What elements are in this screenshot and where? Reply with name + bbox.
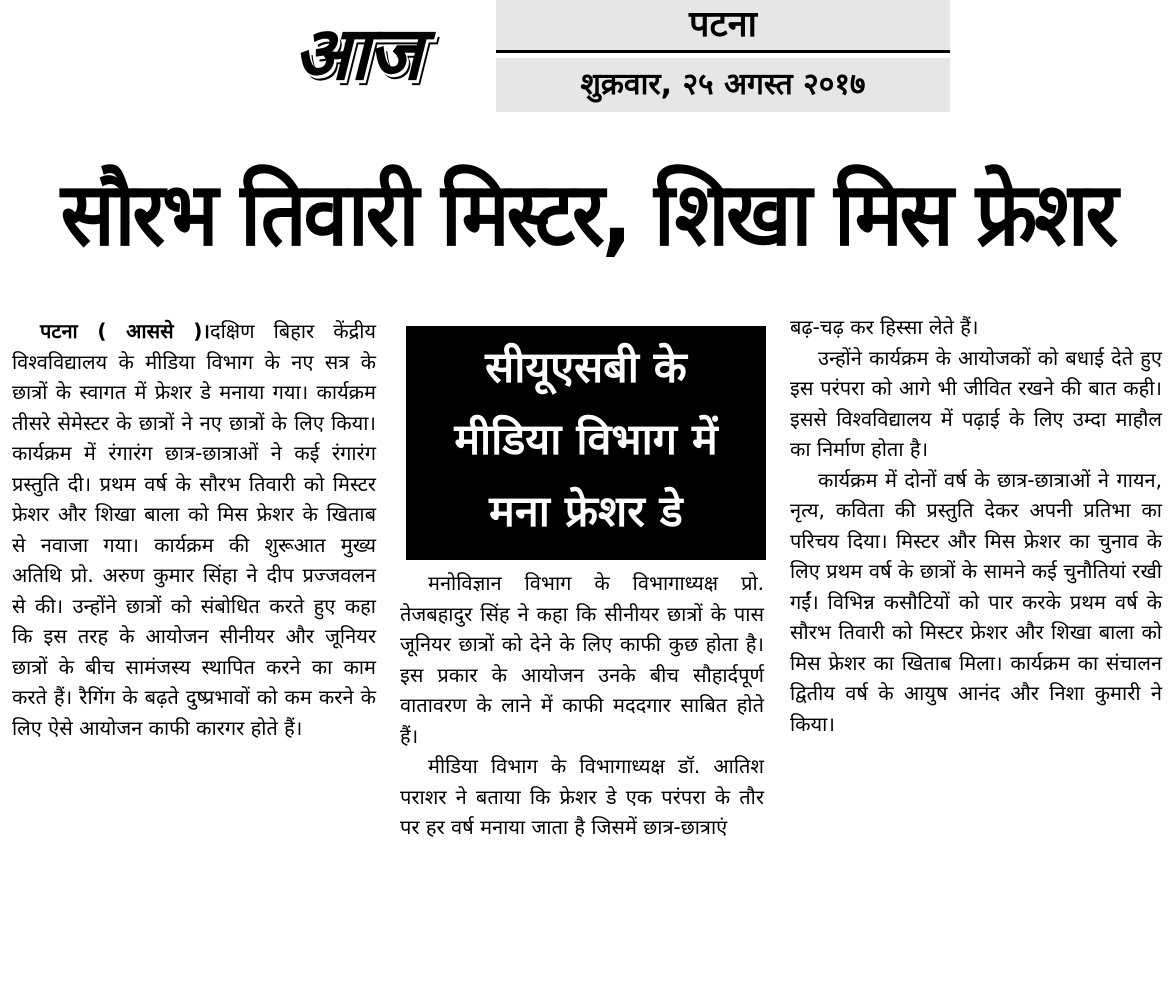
subheadline-line: मीडिया विभाग में [454, 415, 718, 465]
article-paragraph: कार्यक्रम में दोनों वर्ष के छात्र-छात्राओं ने गायन, नृत्य, कविता की प्रस्तुति देकर अपनी प्रतिभा का परिचय दिया। मिस्टर और मिस फ्रेशर का चुनाव के लिए प्रथम वर्ष के छात्रों के सामने कई चुनौतियां रखी गईं। विभिन्न कसौटियों को पार करके प्रथम वर्ष के सौरभ तिवारी को मिस्टर फ्रेशर और शिखा बाला को मिस फ्रेशर का खिताब मिला। कार्यक्रम का संचालन द्वितीय वर्ष के आयुष आनंद और निशा कुमारी ने किया। [790, 467, 1162, 736]
paragraph-text: दक्षिण बिहार केंद्रीय विश्वविद्यालय के मीडिया विभाग के नए सत्र के छात्रों के स्वागत में फ्रेशर डे मनाया गया। कार्यक्रम तीसरे सेमेस्टर के छात्रों ने नए छात्रों के लिए किया। कार्यक्रम में रंगारंग छात्र-छात्राओं ने कई रंगारंग प्रस्तुति दी। प्रथम वर्ष के सौरभ तिवारी को मिस्टर फ्रेशर और शिखा बाला को मिस फ्रेशर के खिताब से नवाजा गया। कार्यक्रम की शुरूआत मुख्य अतिथि प्रो. अरुण कुमार सिंहा ने दीप प्रज्जवलन से की। उन्होंने छात्रों को संबोधित करते हुए कहा कि इस तरह के आयोजन सीनीयर और जूनियर छात्रों के बीच सामंजस्य स्थापित करने का काम करते हैं। रैगिंग के बढ़ते दुष्प्रभावों को कम करने के लिए ऐसे आयोजन काफी कारगर होते हैं। [12, 319, 376, 740]
article-column-1 [12, 316, 376, 743]
article-paragraph: मनोविज्ञान विभाग के विभागाध्यक्ष प्रो. तेजबहादुर सिंह ने कहा कि सीनीयर छात्रों के पास जूनियर छात्रों को देने के लिए काफी कुछ होता है। इस प्रकार के आयोजन उनके बीच सौहार्दपूर्ण वातावरण के लाने में काफी मददगार साबित होते हैं। [400, 571, 764, 748]
edition-city: पटना [496, 0, 950, 53]
headline: सौरभ तिवारी मिस्टर, शिखा मिस फ्रेशर [60, 163, 1116, 266]
article-column-3 [790, 312, 1162, 739]
article-paragraph: उन्होंने कार्यक्रम के आयोजकों को बधाई देते हुए इस परंपरा को आगे भी जीवित रखने की बात कही। इससे विश्वविद्यालय में पढ़ाई के लिए उम्दा माहौल का निर्माण होता है। [790, 345, 1162, 461]
subheadline-box [406, 326, 766, 560]
subheadline-line: मना फ्रेशर डे [489, 487, 683, 537]
edition-date: शुक्रवार, २५ अगस्त २०१७ [496, 58, 950, 112]
article-column-2 [400, 568, 764, 843]
newspaper-logo: आज [288, 11, 437, 97]
subheadline-line: सीयूएसबी के [485, 343, 687, 393]
article-paragraph [12, 316, 376, 743]
article-paragraph: मीडिया विभाग के विभागाध्यक्ष डॉ. आतिश पराशर ने बताया कि फ्रेशर डे एक परंपरा के तौर पर हर वर्ष मनाया जाता है जिसमें छात्र-छात्राएं [400, 754, 764, 839]
dateline: पटना ( आससे )। [40, 319, 210, 343]
article-paragraph: बढ़-चढ़ कर हिस्सा लेते हैं। [790, 315, 979, 339]
